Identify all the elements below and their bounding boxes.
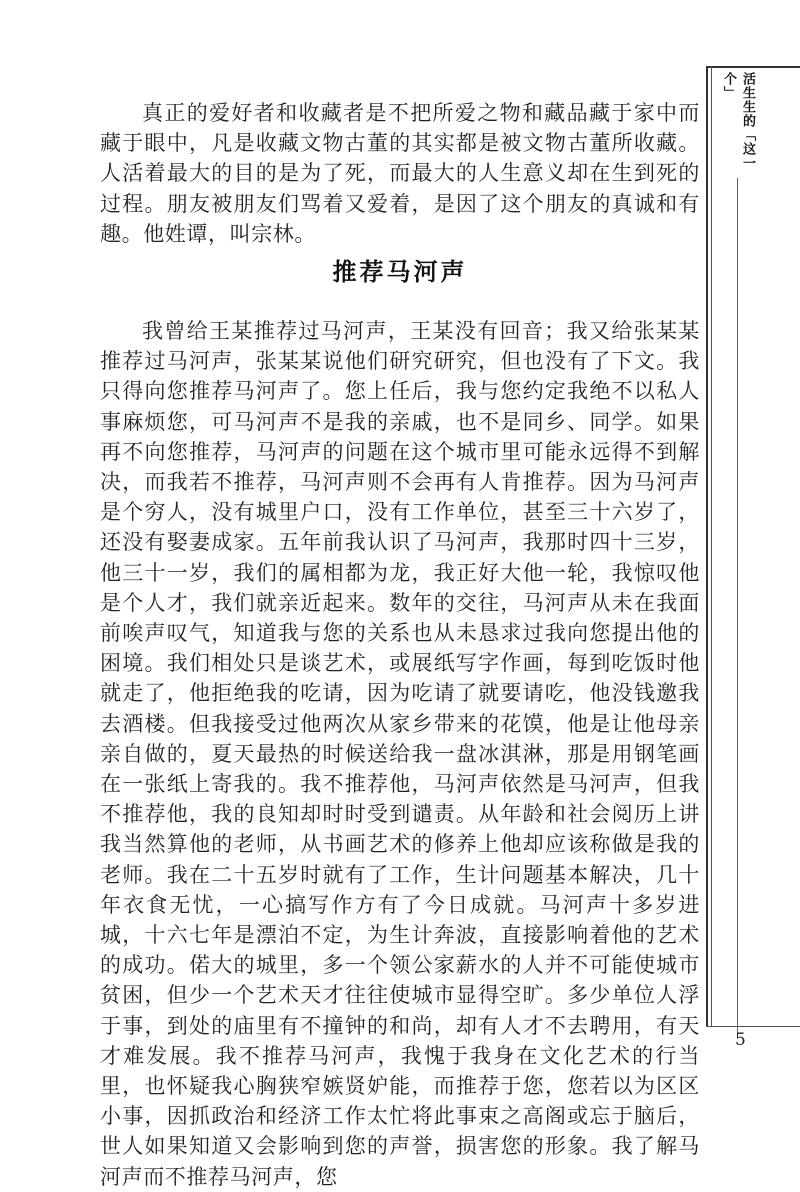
header-rule: [706, 66, 800, 68]
running-header-label: 活生生的「这一个」: [721, 72, 755, 170]
running-header: [721, 72, 755, 172]
body-paragraph: 我曾给王某推荐过马河声，王某没有回音；我又给张某某推荐过马河声，张某某说他们研究研究，但也没有了下文。我只得向您推荐马河声了。您上任后，我与您约定我绝不以私人事麻烦您，可马河声不是我的亲戚，也不是同乡、同学。如果再不向您推荐，马河声的问题在这个城市里可能永远得不到解决，而我若不推荐，马河声则不会再有人肯推荐。因为马河声是个穷人，没有城里户口，没有工作单位，甚至三十六岁了，还没有娶妻成家。五年前我认识了马河声，我那时四十三岁，他三十一岁，我们的属相都为龙，我正好大他一轮，我惊叹他是个人才，我们就亲近起来。数年的交往，马河声从未在我面前唉声叹气，知道我与您的关系也从未恳求过我向您提出他的困境。我们相处只是谈艺术，或展纸写字作画，每到吃饭时他就走了，他拒绝我的吃请，因为吃请了就要请吃，他没钱邀我去酒楼。但我接受过他两次从家乡带来的花馍，他是让他母亲亲自做的，夏天最热的时候送给我一盘冰淇淋，那是用钢笔画在一张纸上寄我的。我不推荐他，马河声依然是马河声，但我不推荐他，我的良知却时时受到谴责。从年龄和社会阅历上讲我当然算他的老师，从书画艺术的修养上他却应该称做是我的老师。我在二十五岁时就有了工作，生计问题基本解决，几十年衣食无忧，一心搞写作方有了今日成就。马河声十多岁进城，十六七年是漂泊不定，为生计奔波，直接影响着他的艺术的成功。偌大的城里，多一个领公家薪水的人并不可能使城市贫困，但少一个艺术天才往往使城市显得空旷。多少单位人浮于事，到处的庙里有不撞钟的和尚，却有人才不去聘用，有天才难发展。我不推荐马河声，我愧于我身在文化艺术的行当里，也怀疑我心胸狭窄嫉贤妒能，而推荐于您，您若以为区区小事，因抓政治和经济工作太忙将此事束之高阁或忘于脑后，世人如果知道又会影响到您的声誉，损害您的形象。我了解马河声而不推荐马河声，您: [100, 319, 700, 1189]
page-number: 5: [735, 1030, 746, 1050]
margin-rule-thick: [706, 66, 708, 1026]
running-header-tail-rule: [737, 178, 738, 1038]
margin-rule-thin: [711, 66, 712, 1026]
section-title: 推荐马河声: [332, 258, 468, 286]
body-paragraph: 真正的爱好者和收藏者是不把所爱之物和藏品藏于家中而藏于眼中，凡是收藏文物古董的其实都是被文物古董所收藏。人活着最大的目的是为了死，而最大的人生意义却在生到死的过程。朋友被朋友们骂着又爱着，是因了这个朋友的真诚和有趣。他姓谭，叫宗林。: [100, 101, 700, 246]
footer-rule: [706, 1026, 800, 1027]
